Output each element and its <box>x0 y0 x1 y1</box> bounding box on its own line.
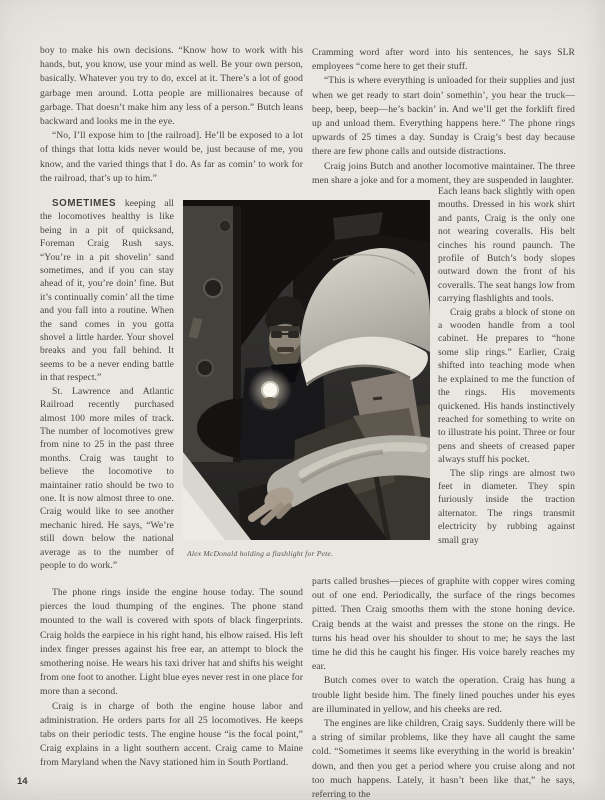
paragraph: St. Lawrence and Atlantic Railroad recently purchased almost 100 more miles of track. The number of locomotives grew from nine to 25 in the past three months. Craig was taught to believe the locomotive to maintainer ratio should be two to one. It is now almost three to one. Craig would like to see another mechanic hired. He says, “We’re still down below the national average as to the number of people to do work.” <box>40 385 174 571</box>
photo-illustration <box>183 200 430 540</box>
left-column-top-text <box>40 44 303 186</box>
locomotive-maintainers-photo <box>183 200 430 540</box>
paragraph <box>40 197 174 385</box>
section-lead-in: SOMETIMES <box>52 198 117 209</box>
paragraph: parts called brushes—pieces of graphite with copper wires coming out of one end. Periodically, the surface of the rings becomes pitted. Then Craig smooths them with the stone honing device. Craig bends at the waist and presses the stone on the rings. He turns his head over his shoulder to shout to me; he says the last time he did this he caught his finger. His voice barely reaches my ear. <box>312 576 575 673</box>
paragraph-text: keeping all the locomotives healthy is like being in a pit of quicksand, Foreman Craig Rush says. “You’re in a pit shovelin’ sand sometimes, and if you can stay ahead of it, you’re doin’ fine. But it’s continually comin’ all the time and you fall into a routine. When the sand comes in you gotta shovel a little harder. Your shovel breaks and you fall behind. It seems to be a never ending battle in that respect.” <box>40 198 174 384</box>
left-column-bottom-text <box>40 586 303 771</box>
right-column-bottom-text <box>312 575 575 800</box>
photo-caption: Alex McDonald holding a flashlight for Pete. <box>187 549 334 558</box>
paragraph: Butch comes over to watch the operation. Craig has hung a trouble light beside him. The finely lined pouches under his eyes are illuminated in yellow, and his cheeks are red. <box>312 675 575 715</box>
paragraph: Cramming word after word into his sentences, he says SLR employees “come here to get their stuff. <box>312 47 575 73</box>
right-column-top-text <box>312 46 575 188</box>
left-column-narrow-text <box>40 197 174 572</box>
paragraph: The engines are like children, Craig says. Suddenly there will be a string of similar problems, like they have all caught the same cold. “Sometimes it seems like everything in the world is breakin’ down, and then you get a period where you cruise along and not too much happens. Lately, it hasn’t been like that,” he says, referring to the <box>312 718 576 800</box>
paragraph: The slip rings are almost two feet in diameter. They spin furiously inside the traction alternator. The rings transmit electricity by rubbing against small gray <box>438 467 575 546</box>
page-number: 14 <box>17 776 28 787</box>
paragraph: Craig joins Butch and another locomotive maintainer. The three men share a joke and for a moment, they are suspended in laughter. <box>312 160 575 186</box>
paragraph: Craig is in charge of both the engine house labor and administration. He orders parts for all 25 locomotives. He keeps tabs on their periodic tests. The engine house “is the focal point,” Craig explains in a light southern accent. Craig came to Maine from Maryland when the Navy stationed him in South Portland. <box>40 700 303 769</box>
paragraph: The phone rings inside the engine house today. The sound pierces the loud thumping of the engines. The phone stand mounted to the wall is covered with spots of black fingerprints. Craig holds the earpiece in his right hand, his elbow raised. His left index finger presses against his free ear, an attempt to block the smothering noise. He wears his taxi driver hat and shifts his weight from one foot to another. Light blue eyes never rest in one place for more than a second. <box>40 587 303 698</box>
paragraph: “No, I’ll expose him to [the railroad]. He’ll be exposed to a lot of things that lotta kids never would be, just because of me, you know, and the varied things that I do. As far as comin’ to work for the railroad, that’s up to him.” <box>40 130 303 184</box>
paragraph: “This is where everything is unloaded for their supplies and just when we get ready to start doin’ somethin’, you hear the truck—beep, beep, beep—he’s backin’ in. And we’ll get the forklift fired up and unload them. Everything happens here.” The phone rings upwards of 25 times a day. Sunday is Craig’s best day because there are few phone calls and outside distractions. <box>312 75 575 158</box>
paragraph: Each leans back slightly with open mouths. Dressed in his work shirt and pants, Craig is the only one not wearing coveralls. His belt cinches his round paunch. The profile of Butch’s body slopes outward down the front of his coveralls. The seat hangs low from carrying flashlights and tools. <box>438 186 575 305</box>
right-column-narrow-text <box>438 185 575 547</box>
paragraph: boy to make his own decisions. “Know how to work with his hands, but, you know, use your mind as well. Be your own person, basically. Whatever you try to do, excel at it. There’s a lot of good garbage men around. Lotta people are millionaires because of garbage. That doesn’t make him any less of a person.” Butch leans backward and looks me in the eye. <box>40 45 303 128</box>
paragraph: Craig grabs a block of stone on a wooden handle from a tool cabinet. He prepares to “hone some slip rings.” Earlier, Craig shifted into teaching mode when he explained to me the function of the rings. His movements quickened. His hands instinctively reached for something to write on to illustrate his point. Three or four pens and sheets of creased paper always stuff his pocket. <box>438 306 575 466</box>
